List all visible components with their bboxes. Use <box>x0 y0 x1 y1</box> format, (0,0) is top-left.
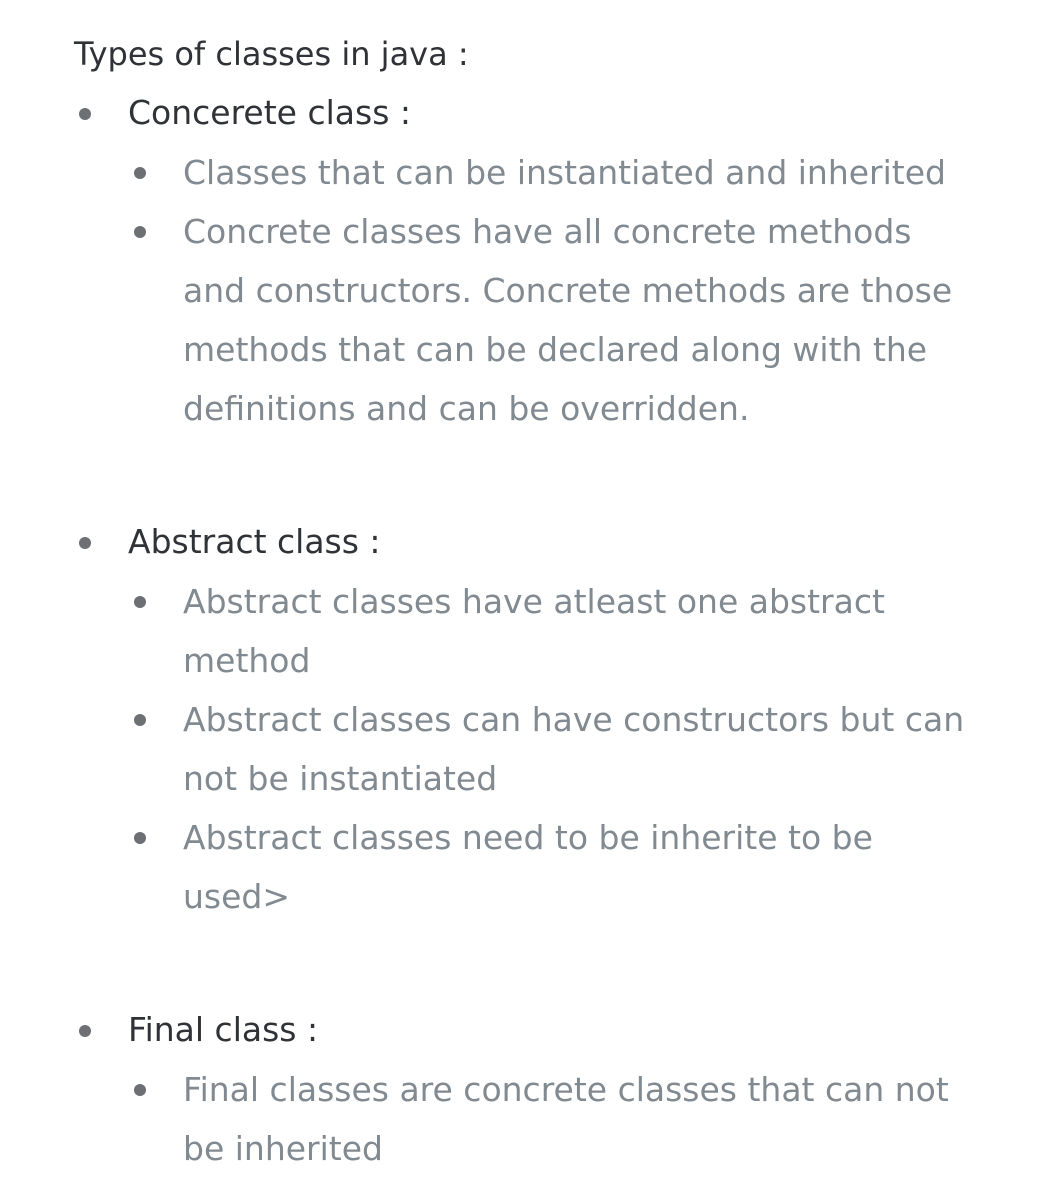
list-item: Classes that can be instantiated and inherited <box>183 153 946 192</box>
bullet-icon <box>79 537 91 549</box>
page-title: Types of classes in java : <box>74 35 469 73</box>
bullet-icon <box>134 1084 146 1096</box>
bullet-icon <box>134 714 146 726</box>
section-heading: Final class : <box>128 1010 319 1049</box>
bullet-icon <box>79 108 91 120</box>
section-heading: Abstract class : <box>128 522 381 561</box>
section-heading: Concerete class : <box>128 93 411 132</box>
list-item: Final classes are concrete classes that can not be inherited <box>183 1070 949 1168</box>
list-item: Abstract classes have atleast one abstract method <box>183 582 885 680</box>
bullet-icon <box>134 167 146 179</box>
list-item: Abstract classes need to be inherite to be used> <box>183 818 873 916</box>
list-item: Concrete classes have all concrete methods and constructors. Concrete methods are those methods that can be declared along with the definitions and can be overridden. <box>183 212 953 428</box>
bullet-icon <box>79 1025 91 1037</box>
list-item: Abstract classes can have constructors but can not be instantiated <box>183 700 965 798</box>
bullet-icon <box>134 226 146 238</box>
bullet-icon <box>134 596 146 608</box>
bullet-icon <box>134 832 146 844</box>
